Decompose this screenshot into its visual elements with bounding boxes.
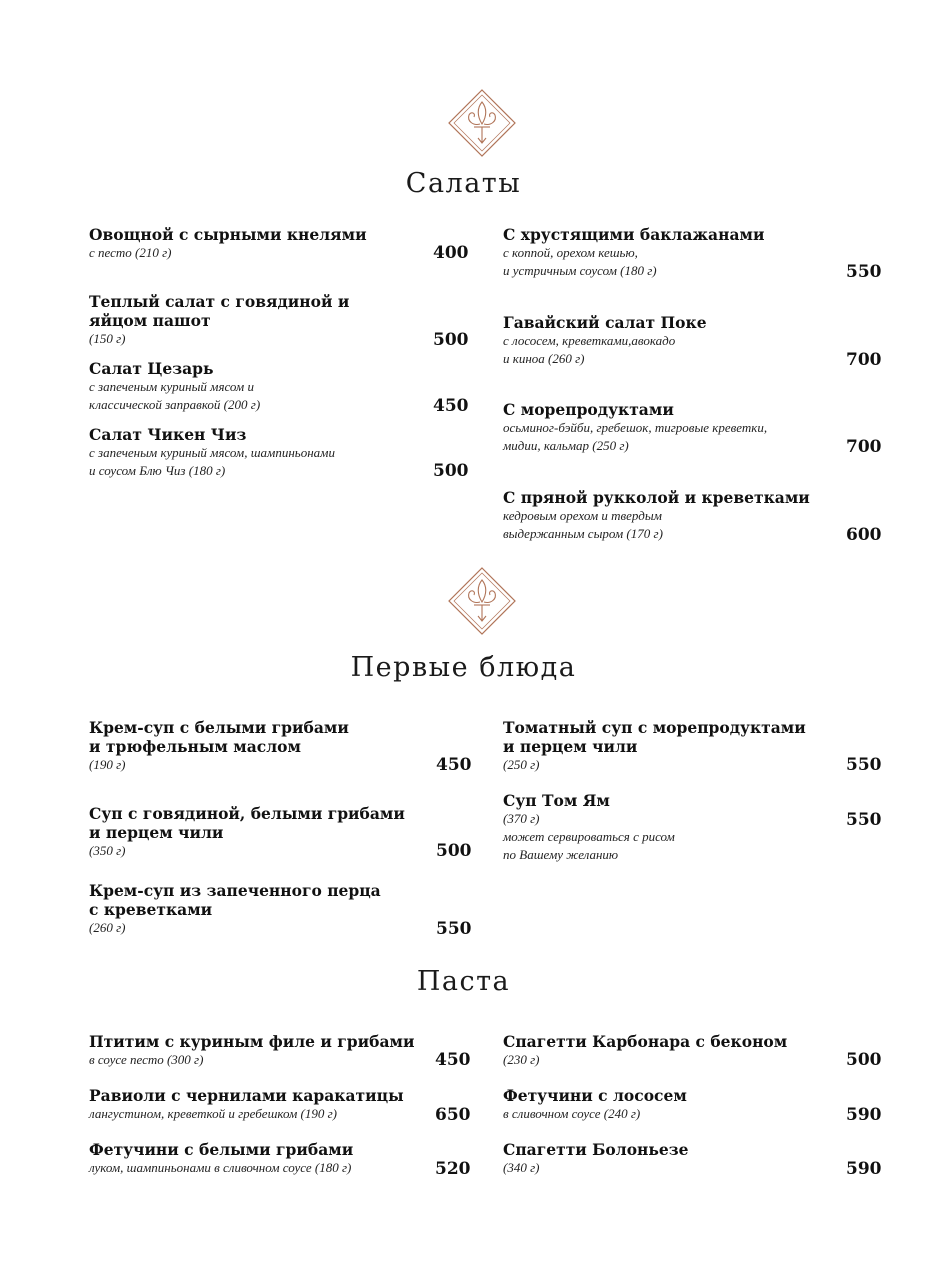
dish-price: 450 (436, 755, 472, 775)
dish-name: Суп с говядиной, белыми грибами (89, 804, 405, 823)
dish-description: (230 г) (503, 1052, 540, 1067)
fleur-de-lis-icon (447, 566, 517, 636)
menu-item (89, 718, 349, 774)
menu-item (89, 1032, 414, 1069)
section-title-salads: Салаты (405, 168, 522, 199)
dish-description: кедровым орехом и твердым (503, 508, 662, 523)
dish-description: (190 г) (89, 757, 126, 772)
menu-item (503, 225, 764, 280)
dish-price: 500 (436, 841, 472, 861)
dish-description: может сервироваться с рисом (503, 829, 675, 844)
dish-price: 450 (435, 1050, 471, 1070)
menu-item (503, 1140, 689, 1177)
menu-item (89, 1086, 404, 1123)
dish-name: Спагетти Болоньезе (503, 1140, 689, 1159)
section-title-pasta: Паста (416, 966, 511, 997)
dish-description: в сливочном соусе (240 г) (503, 1106, 641, 1121)
dish-description: классической заправкой (200 г) (89, 397, 261, 412)
dish-description: выдержанным сыром (170 г) (503, 526, 663, 541)
dish-price: 650 (435, 1105, 471, 1125)
dish-name: Суп Том Ям (503, 791, 610, 810)
dish-name: С пряной рукколой и креветками (503, 488, 810, 507)
menu-item (89, 292, 349, 348)
menu-item (503, 488, 810, 543)
dish-name: С морепродуктами (503, 400, 674, 419)
dish-name: С хрустящими баклажанами (503, 225, 765, 244)
menu-item (503, 313, 707, 368)
dish-description: и соусом Блю Чиз (180 г) (89, 463, 226, 478)
menu-item (89, 804, 405, 860)
dish-name: Гавайский салат Поке (503, 313, 707, 332)
dish-price: 590 (846, 1159, 882, 1179)
dish-name: Фетучини с лососем (503, 1086, 687, 1105)
dish-description: (350 г) (89, 843, 126, 858)
dish-description: (150 г) (89, 331, 126, 346)
dish-description: луком, шампиньонами в сливочном соусе (180 г) (89, 1160, 352, 1175)
menu-item (89, 225, 367, 262)
dish-price: 700 (846, 350, 882, 370)
dish-description: с лососем, креветками,авокадо (503, 333, 676, 348)
dish-description: (260 г) (89, 920, 126, 935)
dish-name: Крем-суп из запеченного перца (89, 881, 381, 900)
dish-name: Фетучини с белыми грибами (89, 1140, 354, 1159)
dish-name: Салат Чикен Чиз (89, 425, 247, 444)
dish-price: 520 (435, 1159, 471, 1179)
dish-price: 550 (436, 919, 472, 939)
dish-price: 500 (433, 461, 469, 481)
menu-item (503, 1032, 787, 1069)
dish-price: 550 (846, 755, 882, 775)
dish-description: (250 г) (503, 757, 540, 772)
dish-price: 400 (433, 243, 469, 263)
dish-price: 500 (433, 330, 469, 350)
dish-description: лангустином, креветкой и гребешком (190 г) (89, 1106, 338, 1121)
dish-name: Овощной с сырными кнелями (89, 225, 367, 244)
dish-description: осьминог-бэйби, гребешок, тигровые креветки, (503, 420, 768, 435)
dish-description: (340 г) (503, 1160, 540, 1175)
dish-description: с коппой, орехом кешью, (503, 245, 638, 260)
dish-description: мидии, кальмар (250 г) (503, 438, 629, 453)
menu-item (89, 425, 335, 480)
dish-name: Салат Цезарь (89, 359, 214, 378)
dish-name: и перцем чили (89, 823, 224, 842)
menu-item (89, 881, 381, 937)
dish-price: 600 (846, 525, 882, 545)
dish-description: по Вашему желанию (503, 847, 619, 862)
dish-price: 700 (846, 437, 882, 457)
dish-price: 500 (846, 1050, 882, 1070)
menu-item (503, 1086, 687, 1123)
dish-price: 550 (846, 810, 882, 830)
dish-description: с запеченым куриный мясом и (89, 379, 254, 394)
dish-description: и устричным соусом (180 г) (503, 263, 657, 278)
dish-name: яйцом пашот (89, 311, 211, 330)
dish-name: Томатный суп с морепродуктами (503, 718, 806, 737)
dish-name: Спагетти Карбонара с беконом (503, 1032, 788, 1051)
dish-name: и перцем чили (503, 737, 638, 756)
dish-description: с запеченым куриный мясом, шампиньонами (89, 445, 335, 460)
dish-description: (370 г) (503, 811, 540, 826)
dish-name: Птитим с куриным филе и грибами (89, 1032, 415, 1051)
menu-item (503, 400, 767, 455)
dish-description: в соусе песто (300 г) (89, 1052, 204, 1067)
dish-price: 590 (846, 1105, 882, 1125)
menu-item (503, 791, 675, 864)
menu-item (503, 718, 806, 774)
dish-name: Крем-суп с белыми грибами (89, 718, 349, 737)
dish-name: с креветками (89, 900, 213, 919)
dish-price: 450 (433, 396, 469, 416)
menu-item (89, 359, 260, 414)
dish-name: Равиоли с чернилами каракатицы (89, 1086, 404, 1105)
fleur-de-lis-icon (447, 88, 517, 158)
menu-item (89, 1140, 353, 1177)
dish-description: и киноа (260 г) (503, 351, 585, 366)
dish-price: 550 (846, 262, 882, 282)
dish-name: Теплый салат с говядиной и (89, 292, 350, 311)
dish-name: и трюфельным маслом (89, 737, 301, 756)
dish-description: с песто (210 г) (89, 245, 172, 260)
section-title-soups: Первые блюда (350, 652, 577, 683)
